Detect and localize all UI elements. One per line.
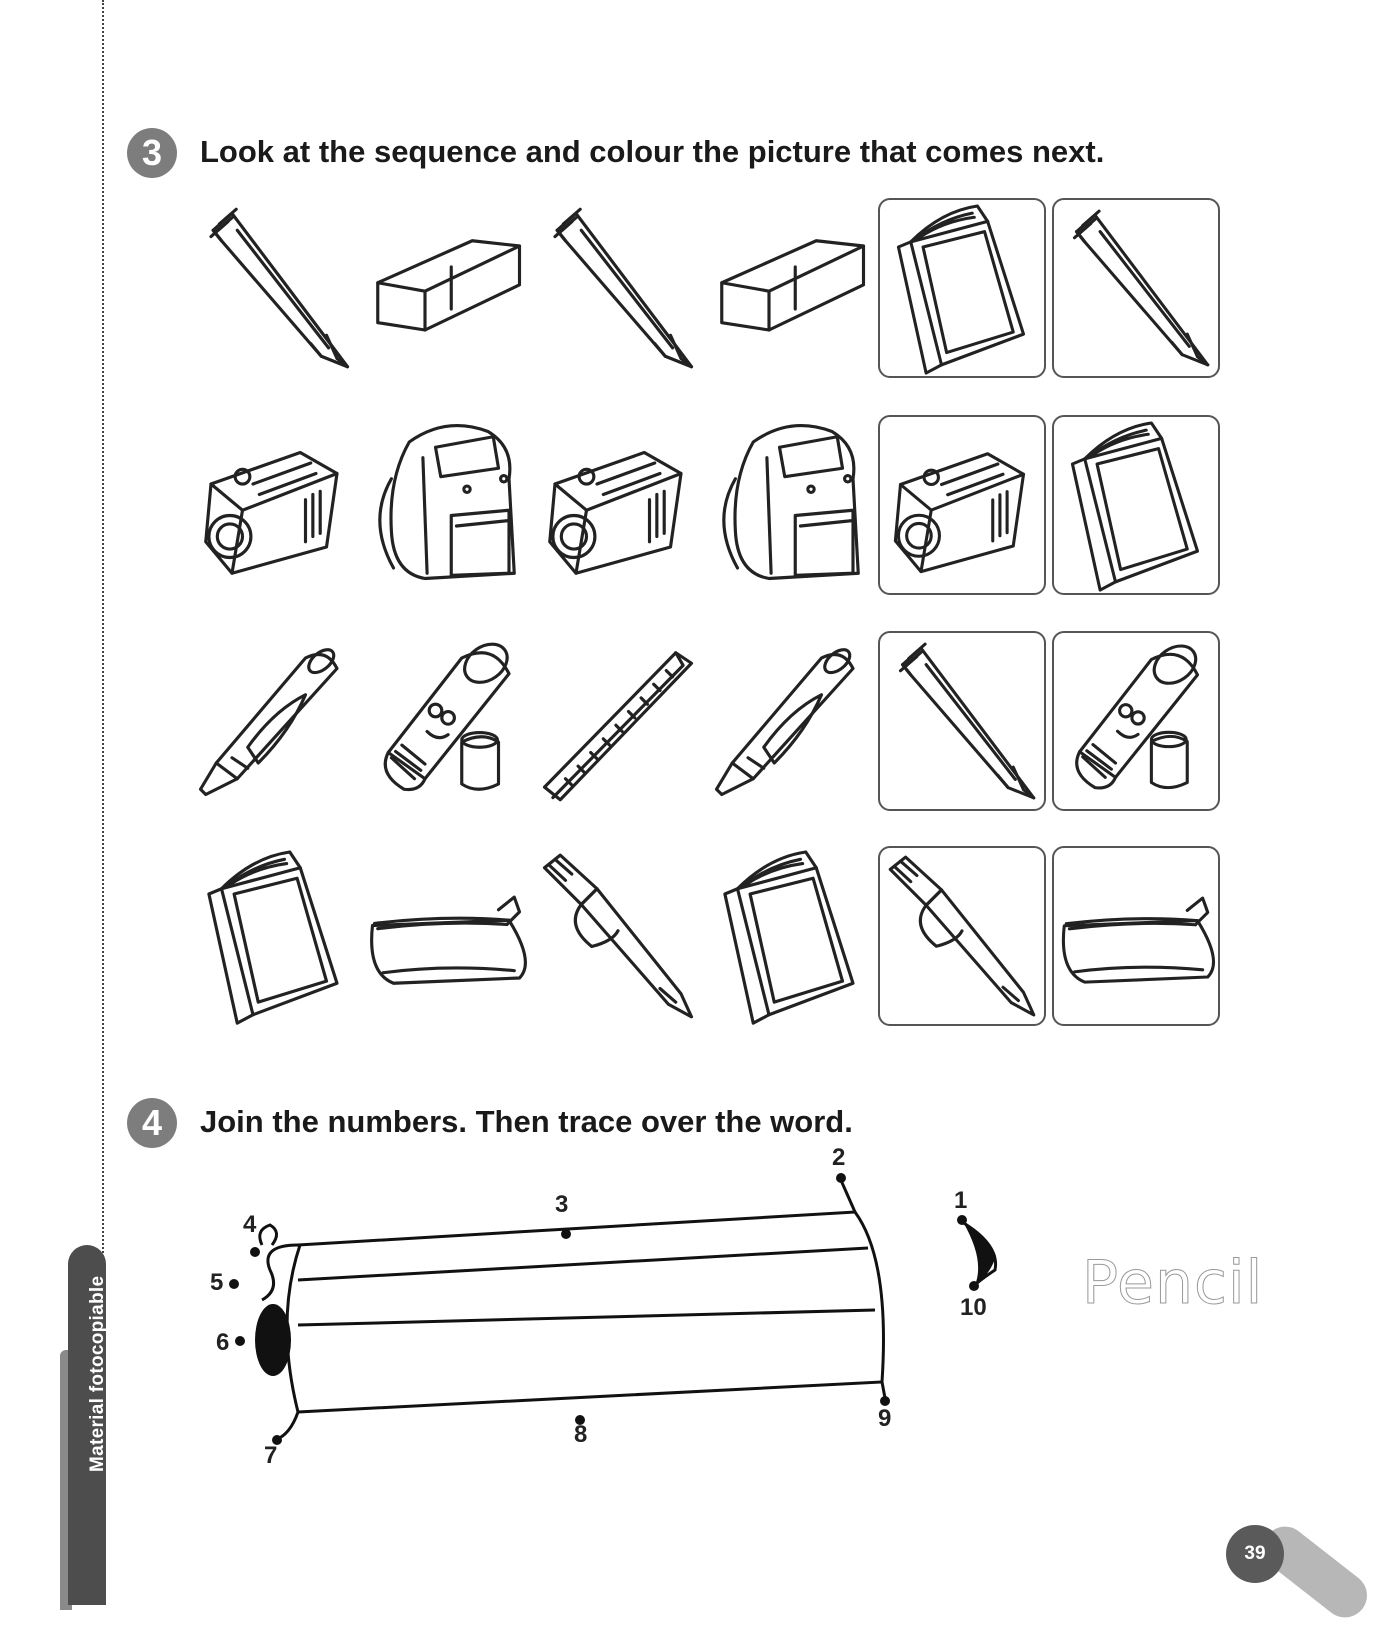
exercise-3-number: 3: [127, 128, 177, 178]
dot-4: [250, 1247, 260, 1257]
option-marker-icon[interactable]: [878, 846, 1046, 1026]
exercise-4-number: 4: [127, 1098, 177, 1148]
dot-5-label: 5: [210, 1269, 224, 1296]
option-book-icon[interactable]: [1052, 415, 1220, 595]
dot-1-label: 1: [954, 1187, 968, 1214]
dot-2-label: 2: [832, 1144, 846, 1171]
dot-3: [561, 1229, 571, 1239]
sequence-pencil-case-icon: [362, 846, 530, 1026]
dot-3-label: 3: [555, 1191, 569, 1218]
side-tab-label: Material fotocopiable: [87, 1275, 108, 1472]
option-sharpener-icon[interactable]: [878, 415, 1046, 595]
sequence-eraser-icon: [706, 198, 874, 378]
sequence-sharpener-icon: [190, 415, 358, 595]
dot-9-label: 9: [878, 1405, 892, 1432]
sequence-backpack-icon: [706, 415, 874, 595]
dot-8-label: 8: [574, 1421, 588, 1448]
sequence-book-icon: [190, 846, 358, 1026]
sequence-pencil-icon: [534, 198, 702, 378]
dot-10: [969, 1281, 979, 1291]
sequence-ruler-icon: [534, 631, 702, 811]
dot-1: [957, 1215, 967, 1225]
sequence-glue-stick-icon: [362, 631, 530, 811]
sequence-backpack-icon: [362, 415, 530, 595]
sequence-marker-icon: [534, 846, 702, 1026]
dot-6: [235, 1336, 245, 1346]
page-number: 39: [1244, 1543, 1266, 1564]
option-pencil-icon[interactable]: [1052, 198, 1220, 378]
exercise-4-instruction: Join the numbers. Then trace over the word.: [200, 1104, 853, 1139]
sequence-crayon-icon: [190, 631, 358, 811]
sequence-book-icon: [706, 846, 874, 1026]
sequence-sharpener-icon: [534, 415, 702, 595]
option-book-icon[interactable]: [878, 198, 1046, 378]
dot-6-label: 6: [216, 1329, 230, 1356]
dot-2: [836, 1173, 846, 1183]
dot-7-label: 7: [264, 1442, 278, 1469]
dot-4-label: 4: [243, 1211, 257, 1238]
option-pencil-case-icon[interactable]: [1052, 846, 1220, 1026]
exercise-3-instruction: Look at the sequence and colour the picture that comes next.: [200, 134, 1105, 169]
sequence-grid: [190, 198, 1240, 1044]
dot-5: [229, 1279, 239, 1289]
trace-word[interactable]: Pencil: [1082, 1248, 1264, 1318]
sequence-eraser-icon: [362, 198, 530, 378]
dot-10-label: 10: [960, 1294, 987, 1321]
option-glue-stick-icon[interactable]: [1052, 631, 1220, 811]
option-pencil-icon[interactable]: [878, 631, 1046, 811]
sequence-crayon-icon: [706, 631, 874, 811]
sequence-pencil-icon: [190, 198, 358, 378]
